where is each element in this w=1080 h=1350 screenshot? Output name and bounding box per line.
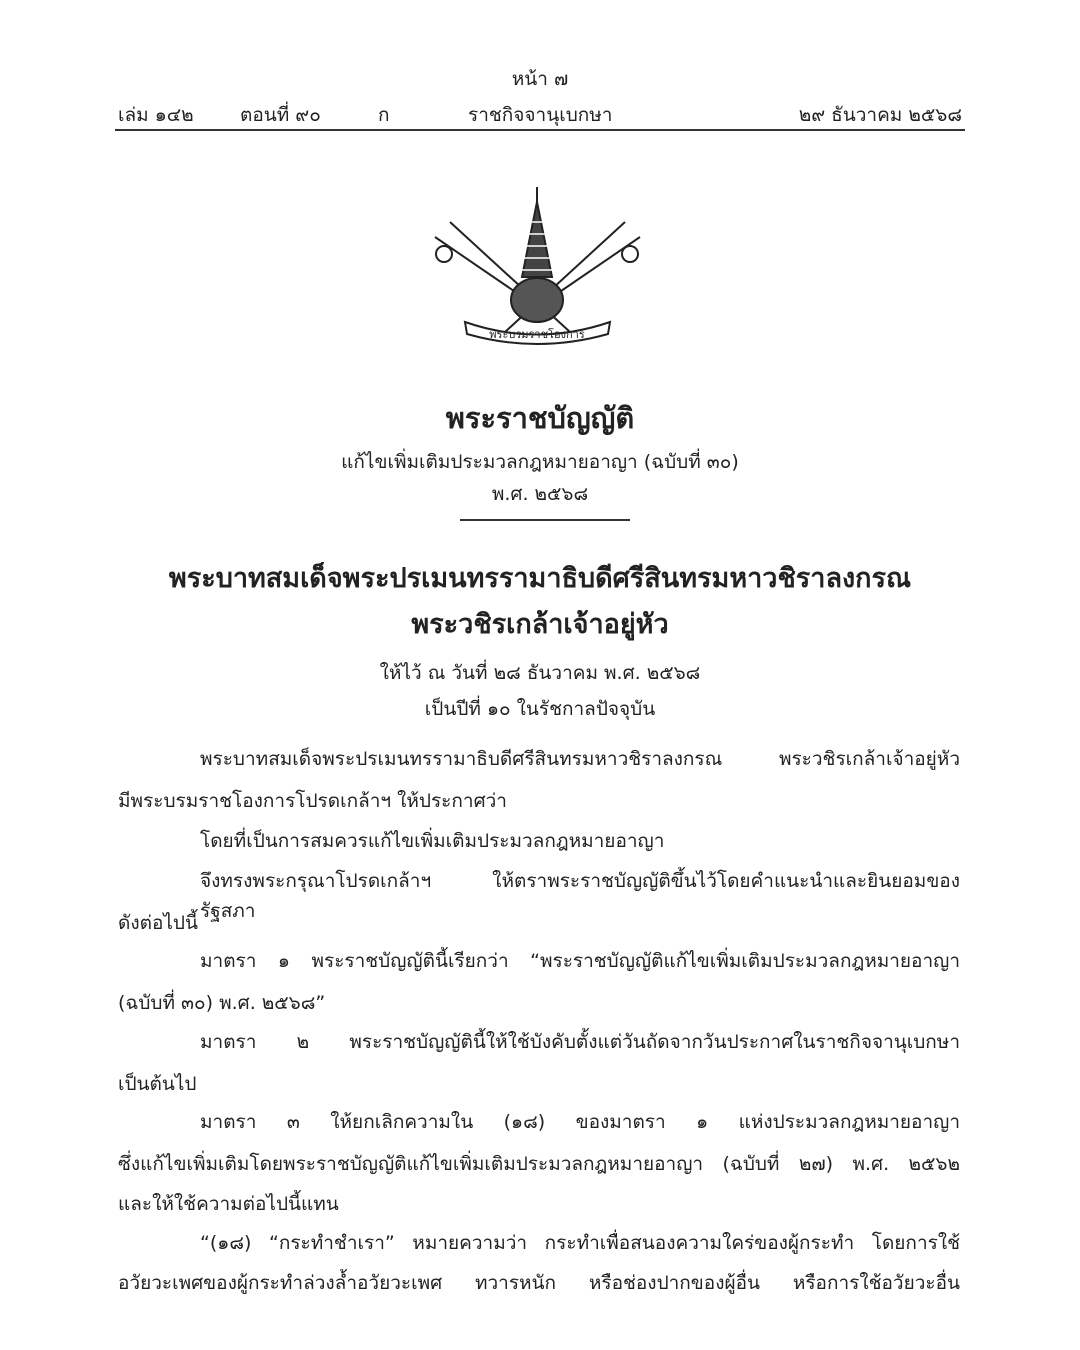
section-3-line: มาตรา ๓ ให้ยกเลิกความใน (๑๘) ของมาตรา ๑ แห่งประมวลกฎหมายอาญา	[200, 1111, 960, 1133]
publication-name: ราชกิจจานุเบกษา	[468, 104, 613, 126]
given-date: ให้ไว้ ณ วันที่ ๒๘ ธันวาคม พ.ศ. ๒๕๖๘	[379, 662, 701, 684]
body-line: จึงทรงพระกรุณาโปรดเกล้าฯ ให้ตราพระราชบัญญัติขึ้นไว้โดยคำแนะนำและยินยอมของรัฐสภา	[200, 870, 960, 922]
document-year: พ.ศ. ๒๕๖๘	[491, 483, 589, 505]
title-rule	[460, 519, 630, 521]
document-title: พระราชบัญญัติ	[445, 401, 635, 435]
definition-line: “(๑๘) “กระทำชำเรา” หมายความว่า กระทำเพื่อสนองความใคร่ของผู้กระทำ โดยการใช้	[200, 1232, 960, 1254]
section-1-line: มาตรา ๑ พระราชบัญญัตินี้เรียกว่า “พระราชบัญญัติแก้ไขเพิ่มเติมประมวลกฎหมายอาญา	[200, 950, 960, 972]
page-number: หน้า ๗	[511, 68, 569, 90]
volume: เล่ม ๑๔๒	[118, 104, 194, 126]
section-3-line: และให้ใช้ความต่อไปนี้แทน	[118, 1193, 339, 1215]
section: ก	[378, 104, 390, 126]
header-rule	[115, 129, 965, 131]
body-line: โดยที่เป็นการสมควรแก้ไขเพิ่มเติมประมวลกฎหมายอาญา	[200, 830, 665, 852]
king-name-line1: พระบาทสมเด็จพระปรเมนทรรามาธิบดีศรีสินทรมหาวชิราลงกรณ	[168, 563, 912, 594]
section-1-line: (ฉบับที่ ๓๐) พ.ศ. ๒๕๖๘”	[118, 992, 326, 1014]
royal-emblem	[430, 182, 645, 352]
emblem-label: พระบรมราชโองการ	[489, 328, 585, 341]
body-line: ดังต่อไปนี้	[118, 912, 198, 934]
section-2-line: เป็นต้นไป	[118, 1073, 197, 1095]
definition-line: อวัยวะเพศของผู้กระทำล่วงล้ำอวัยวะเพศ ทวารหนัก หรือช่องปากของผู้อื่น หรือการใช้อวัยวะอื่น	[118, 1272, 960, 1294]
king-name-line2: พระวชิรเกล้าเจ้าอยู่หัว	[411, 609, 669, 640]
reign-year: เป็นปีที่ ๑๐ ในรัชกาลปัจจุบัน	[424, 698, 656, 720]
section-2-line: มาตรา ๒ พระราชบัญญัตินี้ให้ใช้บังคับตั้งแต่วันถัดจากวันประกาศในราชกิจจานุเบกษา	[200, 1031, 960, 1053]
section-3-line: ซึ่งแก้ไขเพิ่มเติมโดยพระราชบัญญัติแก้ไขเพิ่มเติมประมวลกฎหมายอาญา (ฉบับที่ ๒๗) พ.ศ. ๒๕๖๒	[118, 1153, 960, 1175]
document-subtitle: แก้ไขเพิ่มเติมประมวลกฎหมายอาญา (ฉบับที่ ๓๐)	[341, 451, 739, 473]
body-line: มีพระบรมราชโองการโปรดเกล้าฯ ให้ประกาศว่า	[118, 790, 507, 812]
issue: ตอนที่ ๙๐	[240, 104, 321, 126]
gazette-date: ๒๙ ธันวาคม ๒๕๖๘	[798, 104, 962, 126]
body-line: พระบาทสมเด็จพระปรเมนทรรามาธิบดีศรีสินทรมหาวชิราลงกรณ พระวชิรเกล้าเจ้าอยู่หัว	[200, 748, 960, 770]
